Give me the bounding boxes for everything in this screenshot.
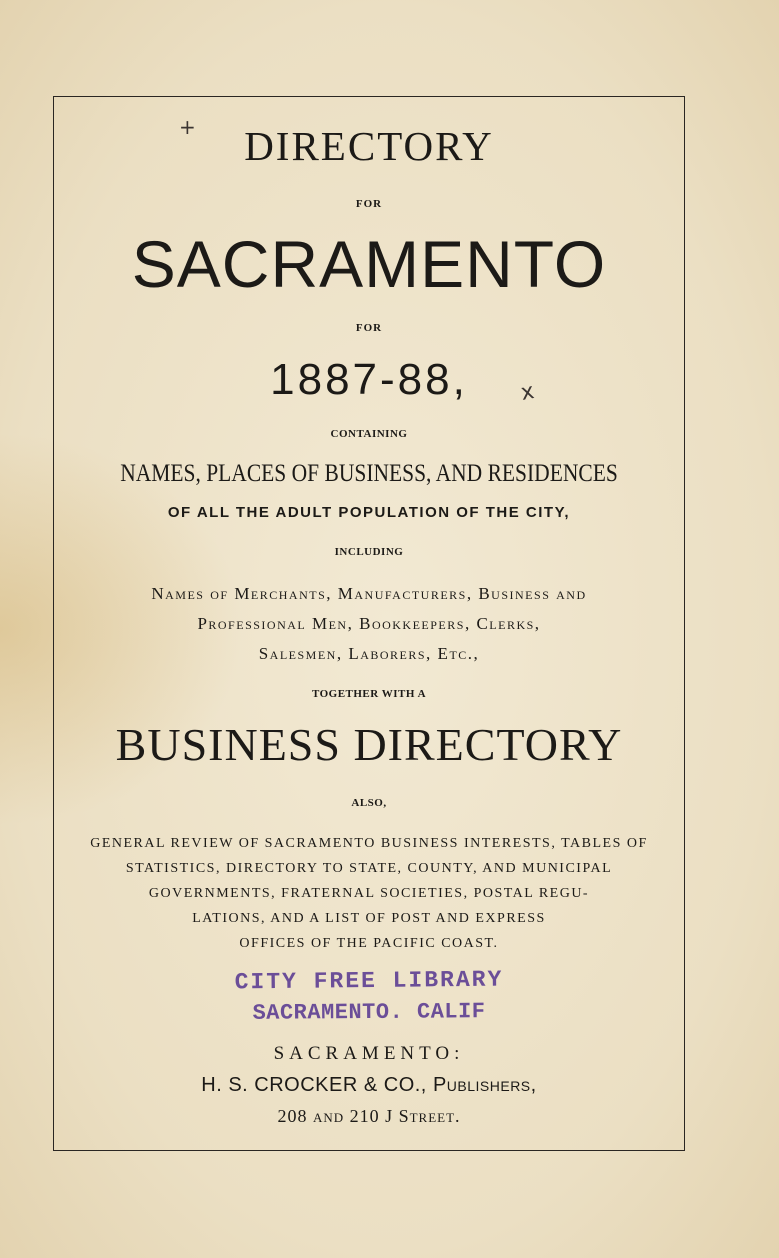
names-line: NAMES, PLACES OF BUSINESS, AND RESIDENCES [120, 460, 618, 487]
city-name: SACRAMENTO [131, 227, 607, 301]
pencil-plus-mark: + [179, 115, 196, 139]
library-stamp-line-2: SACRAMENTO. CALIF [252, 999, 486, 1026]
publisher-name: H. S. CROCKER & CO., [201, 1074, 427, 1096]
publisher-role: Publishers, [432, 1074, 537, 1096]
for-label-2: FOR [355, 322, 383, 334]
imprint-address: 208 and 210 J Street. [277, 1106, 461, 1126]
general-line-5: OFFICES OF THE PACIFIC COAST. [239, 936, 499, 951]
population-line: OF ALL THE ADULT POPULATION OF THE CITY, [167, 504, 571, 521]
year-range: 1887-88, [270, 355, 468, 404]
general-line-1: GENERAL REVIEW OF SACRAMENTO BUSINESS INTERESTS, TABLES OF [90, 836, 648, 851]
imprint-publisher [53, 1074, 685, 1097]
including-label: INCLUDING [334, 546, 404, 558]
containing-label: CONTAINING [330, 428, 408, 440]
business-directory-heading: BUSINESS DIRECTORY [115, 719, 623, 770]
pencil-x-mark: x [518, 379, 537, 406]
merchants-line-2: Professional Men, Bookkeepers, Clerks, [197, 614, 541, 633]
general-line-3: GOVERNMENTS, FRATERNAL SOCIETIES, POSTAL REGU- [148, 886, 590, 901]
general-line-2: STATISTICS, DIRECTORY TO STATE, COUNTY, AND MUNICIPAL [125, 861, 613, 876]
merchants-line-1: Names of Merchants, Manufacturers, Business and [151, 584, 587, 603]
general-line-4: LATIONS, AND A LIST OF POST AND EXPRESS [192, 911, 546, 926]
together-with-label: TOGETHER WITH A [311, 688, 427, 700]
for-label-1: FOR [355, 198, 383, 210]
also-label: ALSO, [351, 797, 387, 809]
page-title: DIRECTORY [244, 123, 494, 169]
merchants-line-3: Salesmen, Laborers, Etc., [258, 644, 480, 663]
library-stamp-line-1: CITY FREE LIBRARY [234, 966, 504, 996]
imprint-place: SACRAMENTO: [273, 1043, 465, 1064]
